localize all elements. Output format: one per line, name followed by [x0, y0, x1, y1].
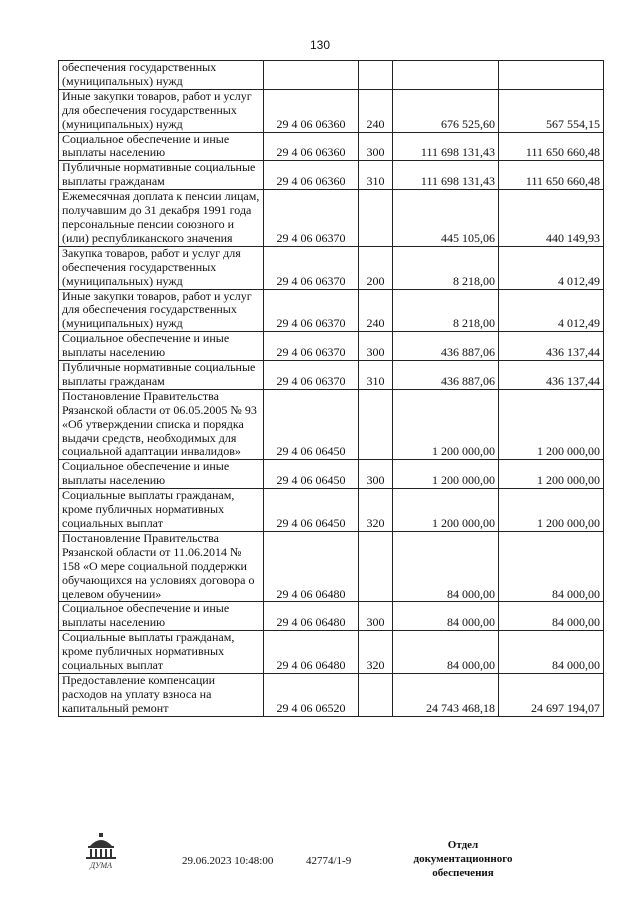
row-expense-type: 300 — [359, 132, 393, 161]
row-name: Постановление Правительства Рязанской области от 06.05.2005 № 93 «Об утверждении списка и порядка выдачи средств, необходимых для социальной адаптации инвалидов» — [59, 389, 264, 460]
row-expense-type — [359, 61, 393, 90]
row-code: 29 4 06 06450 — [264, 489, 359, 532]
row-name: Социальное обеспечение и иные выплаты населению — [59, 460, 264, 489]
page-number: 130 — [309, 38, 331, 52]
row-amount-executed: 436 137,44 — [499, 361, 604, 390]
row-name: Ежемесячная доплата к пенсии лицам, получавшим до 31 декабря 1991 года персональные пенсии союзного и (или) республиканского значения — [59, 190, 264, 247]
row-amount-approved: 24 743 468,18 — [393, 673, 499, 716]
row-amount-executed: 440 149,93 — [499, 190, 604, 247]
row-name: Социальное обеспечение и иные выплаты населению — [59, 132, 264, 161]
row-name: Закупка товаров, работ и услуг для обеспечения государственных (муниципальных) нужд — [59, 246, 264, 289]
row-code: 29 4 06 06370 — [264, 332, 359, 361]
row-amount-approved: 84 000,00 — [393, 631, 499, 674]
row-amount-approved: 1 200 000,00 — [393, 389, 499, 460]
row-name: Публичные нормативные социальные выплаты гражданам — [59, 361, 264, 390]
budget-table — [58, 60, 604, 717]
row-expense-type: 300 — [359, 460, 393, 489]
table-row — [59, 602, 604, 631]
row-code: 29 4 06 06360 — [264, 89, 359, 132]
row-code: 29 4 06 06480 — [264, 531, 359, 602]
row-amount-approved: 84 000,00 — [393, 531, 499, 602]
row-amount-executed: 84 000,00 — [499, 531, 604, 602]
row-amount-approved: 436 887,06 — [393, 332, 499, 361]
row-expense-type — [359, 190, 393, 247]
row-amount-approved: 445 105,06 — [393, 190, 499, 247]
row-amount-executed: 567 554,15 — [499, 89, 604, 132]
row-expense-type: 310 — [359, 361, 393, 390]
row-expense-type: 240 — [359, 89, 393, 132]
row-name: Социальные выплаты гражданам, кроме публичных нормативных социальных выплат — [59, 489, 264, 532]
row-name: Предоставление компенсации расходов на уплату взноса на капитальный ремонт — [59, 673, 264, 716]
row-amount-approved: 8 218,00 — [393, 246, 499, 289]
footer-doc-id: 42774/1-9 — [306, 855, 352, 867]
table-body — [59, 61, 604, 717]
table-row — [59, 460, 604, 489]
table-row — [59, 132, 604, 161]
row-amount-executed: 4 012,49 — [499, 289, 604, 332]
row-name: Социальные выплаты гражданам, кроме публичных нормативных социальных выплат — [59, 631, 264, 674]
row-amount-approved — [393, 61, 499, 90]
table-row — [59, 631, 604, 674]
row-amount-executed: 24 697 194,07 — [499, 673, 604, 716]
row-expense-type: 300 — [359, 332, 393, 361]
row-amount-approved: 8 218,00 — [393, 289, 499, 332]
row-amount-approved: 111 698 131,43 — [393, 132, 499, 161]
row-amount-executed: 1 200 000,00 — [499, 489, 604, 532]
row-expense-type: 240 — [359, 289, 393, 332]
row-amount-approved: 1 200 000,00 — [393, 489, 499, 532]
logo-text: ДУМА — [89, 861, 113, 870]
row-code: 29 4 06 06480 — [264, 631, 359, 674]
footer-datetime: 29.06.2023 10:48:00 — [182, 855, 274, 867]
row-code: 29 4 06 06370 — [264, 289, 359, 332]
row-name: Социальное обеспечение и иные выплаты населению — [59, 602, 264, 631]
row-name: Иные закупки товаров, работ и услуг для обеспечения государственных (муниципальных) нужд — [59, 89, 264, 132]
table-row — [59, 61, 604, 90]
table-row — [59, 246, 604, 289]
row-name: обеспечения государственных (муниципальных) нужд — [59, 61, 264, 90]
row-amount-approved: 436 887,06 — [393, 361, 499, 390]
row-expense-type: 300 — [359, 602, 393, 631]
row-code: 29 4 06 06450 — [264, 460, 359, 489]
row-name: Постановление Правительства Рязанской области от 11.06.2014 № 158 «О мере социальной поддержки обучающихся на условиях договора о целевом обучении» — [59, 531, 264, 602]
row-name: Иные закупки товаров, работ и услуг для обеспечения государственных (муниципальных) нужд — [59, 289, 264, 332]
table-row — [59, 489, 604, 532]
row-amount-executed: 1 200 000,00 — [499, 389, 604, 460]
table-row — [59, 531, 604, 602]
row-amount-approved: 1 200 000,00 — [393, 460, 499, 489]
row-amount-executed — [499, 61, 604, 90]
table-row — [59, 289, 604, 332]
row-name: Публичные нормативные социальные выплаты гражданам — [59, 161, 264, 190]
row-code: 29 4 06 06520 — [264, 673, 359, 716]
row-expense-type: 320 — [359, 631, 393, 674]
table-row — [59, 161, 604, 190]
row-amount-executed: 436 137,44 — [499, 332, 604, 361]
table-row — [59, 89, 604, 132]
row-expense-type — [359, 389, 393, 460]
row-name: Социальное обеспечение и иные выплаты населению — [59, 332, 264, 361]
table-row — [59, 673, 604, 716]
row-amount-executed: 111 650 660,48 — [499, 132, 604, 161]
row-code: 29 4 06 06450 — [264, 389, 359, 460]
row-code: 29 4 06 06360 — [264, 132, 359, 161]
row-amount-executed: 4 012,49 — [499, 246, 604, 289]
row-amount-approved: 676 525,60 — [393, 89, 499, 132]
row-expense-type — [359, 531, 393, 602]
row-expense-type: 310 — [359, 161, 393, 190]
duma-logo-icon — [80, 832, 122, 872]
row-expense-type: 320 — [359, 489, 393, 532]
row-expense-type: 200 — [359, 246, 393, 289]
row-amount-executed: 111 650 660,48 — [499, 161, 604, 190]
row-amount-executed: 84 000,00 — [499, 602, 604, 631]
row-amount-executed: 84 000,00 — [499, 631, 604, 674]
table-row — [59, 361, 604, 390]
table-row — [59, 332, 604, 361]
row-code: 29 4 06 06370 — [264, 361, 359, 390]
row-code — [264, 61, 359, 90]
row-code: 29 4 06 06370 — [264, 190, 359, 247]
row-code: 29 4 06 06370 — [264, 246, 359, 289]
row-amount-executed: 1 200 000,00 — [499, 460, 604, 489]
row-expense-type — [359, 673, 393, 716]
row-code: 29 4 06 06480 — [264, 602, 359, 631]
footer-department: Отдел документационного обеспечения — [413, 839, 513, 879]
row-code: 29 4 06 06360 — [264, 161, 359, 190]
table-row — [59, 190, 604, 247]
row-amount-approved: 84 000,00 — [393, 602, 499, 631]
table-row — [59, 389, 604, 460]
row-amount-approved: 111 698 131,43 — [393, 161, 499, 190]
